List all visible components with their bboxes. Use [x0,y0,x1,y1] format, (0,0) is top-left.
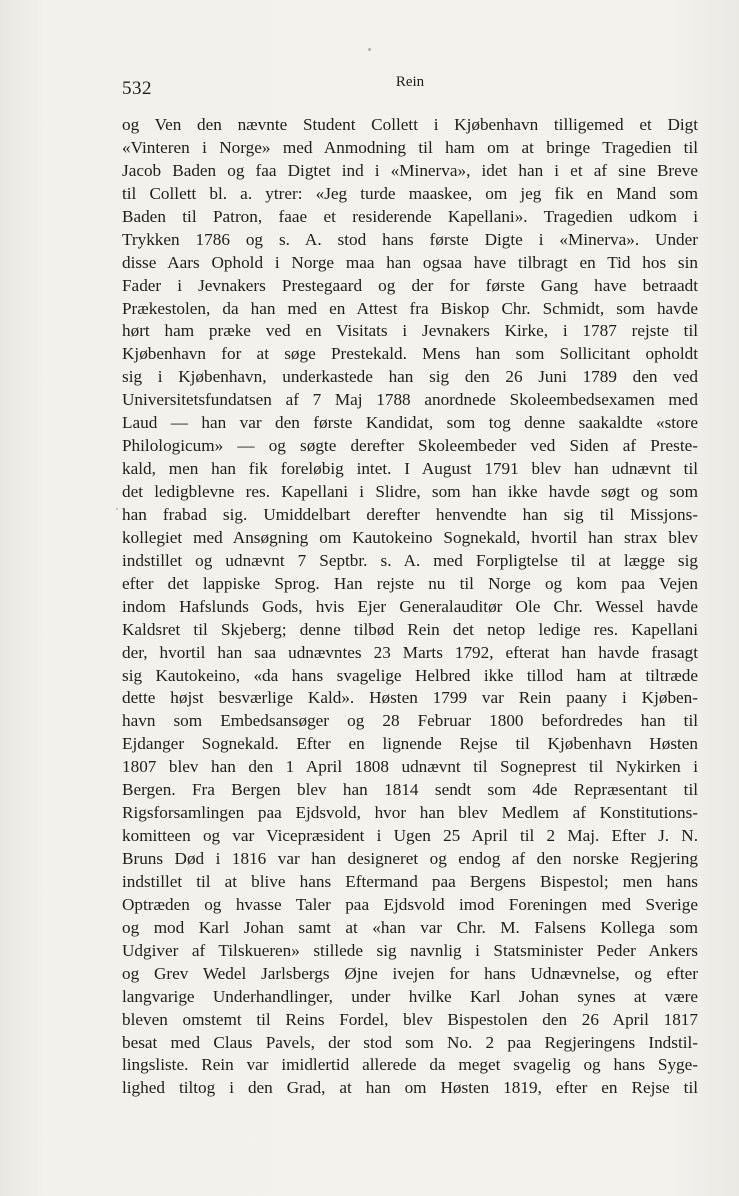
paper-speck [116,508,118,510]
text-line: 1807 blev han den 1 April 1808 udnævnt til Sogneprest til Nykirken i [122,757,698,777]
text-line: bleven omstemt til Reins Fordel, blev Bispestolen den 26 April 1817 [122,1009,698,1029]
text-line: efter det lappiske Sprog. Han rejste nu til Norge og kom paa Vejen [122,573,698,593]
text-line: Kjøbenhavn for at søge Prestekald. Mens han som Sollicitant opholdt [122,344,698,364]
text-line: Baden til Patron, faae et residerende Kapellani». Tragedien udkom i [122,206,698,226]
text-line: Rigsforsamlingen paa Ejdsvold, hvor han blev Medlem af Konstitutions- [122,803,698,823]
running-head: Rein [395,74,425,90]
text-line: Trykken 1786 og s. A. stod hans første Digte i «Minerva». Under [122,229,698,249]
text-line: Philologicum» — og søgte derefter Skoleembeder ved Siden af Preste- [122,436,698,456]
text-line: Prækestolen, da han med en Attest fra Biskop Chr. Schmidt, som havde [122,298,698,318]
text-line: til Collett bl. a. ytrer: «Jeg turde maaskee, om jeg fik en Mand som [122,183,698,203]
text-line: indstillet til at blive hans Eftermand paa Bergens Bispestol; men hans [122,871,698,891]
text-line: lighed tiltog i den Grad, at han om Høsten 1819, efter en Rejse til [122,1078,698,1098]
text-line: Fader i Jevnakers Prestegaard og der for første Gang have betraadt [122,275,698,295]
text-line: og mod Karl Johan samt at «han var Chr. M. Falsens Kollega som [122,917,698,937]
text-line: Bergen. Fra Bergen blev han 1814 sendt som 4de Repræsentant til [122,780,698,800]
text-line: Jacob Baden og faa Digtet ind i «Minerva», idet han i et af sine Breve [122,160,698,180]
text-line: havn som Embedsansøger og 28 Februar 1800 befordredes han til [122,711,698,731]
text-line: komitteen og var Vicepræsident i Ugen 25 April til 2 Maj. Efter J. N. [122,826,698,846]
text-line: langvarige Underhandlinger, under hvilke Karl Johan synes at være [122,986,698,1006]
text-line: Laud — han var den første Kandidat, som tog denne saakaldte «store [122,413,698,433]
page-number: 532 [122,78,152,99]
text-line: besat med Claus Pavels, der stod som No. 2 paa Regjeringens Indstil- [122,1032,698,1052]
text-line: hørt ham præke ved en Visitats i Jevnakers Kirke, i 1787 rejste til [122,321,698,341]
text-line: «Vinteren i Norge» med Anmodning til ham om at bringe Tragedien til [122,137,698,157]
text-line: indom Hafslunds Gods, hvis Ejer Generalauditør Ole Chr. Wessel havde [122,596,698,616]
text-line: Udgiver af Tilskueren» stillede sig navnlig i Statsminister Peder Ankers [122,940,698,960]
paper-speck [368,48,371,51]
text-line: han frabad sig. Umiddelbart derefter henvendte han sig til Missjons- [122,504,698,524]
text-line: Optræden og hvasse Taler paa Ejdsvold imod Foreningen med Sverige [122,894,698,914]
text-line: lingsliste. Rein var imidlertid allerede da meget svagelig og hans Syge- [122,1055,698,1075]
text-line: sig Kautokeino, «da hans svagelige Helbred ikke tillod ham at tiltræde [122,665,698,685]
text-line: der, hvortil han saa udnævntes 23 Marts 1792, efterat han havde frasagt [122,642,698,662]
text-line: og Ven den nævnte Student Collett i Kjøbenhavn tilligemed et Digt [122,115,698,134]
text-line: dette højst besværlige Kald». Høsten 1799 var Rein paany i Kjøben- [122,688,698,708]
text-line: kald, men han fik foreløbig intet. I August 1791 blev han udnævnt til [122,459,698,479]
text-line: Kaldsret til Skjeberg; denne tilbød Rein det netop ledige res. Kapellani [122,619,698,639]
text-line: sig i Kjøbenhavn, underkastede han sig den 26 Juni 1789 den ved [122,367,698,387]
text-line: kollegiet med Ansøgning om Kautokeino Sognekald, hvortil han strax blev [122,527,698,547]
text-line: indstillet og udnævnt 7 Septbr. s. A. med Forpligtelse til at lægge sig [122,550,698,570]
text-line: det ledigblevne res. Kapellani i Slidre, som han ikke havde søgt og som [122,482,698,501]
text-line: Universitetsfundatsen af 7 Maj 1788 anordnede Skoleembedsexamen med [122,390,698,410]
text-line: Bruns Død i 1816 var han designeret og endog af den norske Regjering [122,849,698,868]
text-line: disse Aars Ophold i Norge maa han ogsaa have tilbragt en Tid hos sin [122,252,698,272]
text-line: og Grev Wedel Jarlsbergs Øjne ivejen for hans Udnævnelse, og efter [122,963,698,983]
body-text [122,114,698,1100]
text-line: Ejdanger Sognekald. Efter en lignende Rejse til Kjøbenhavn Høsten [122,734,698,754]
